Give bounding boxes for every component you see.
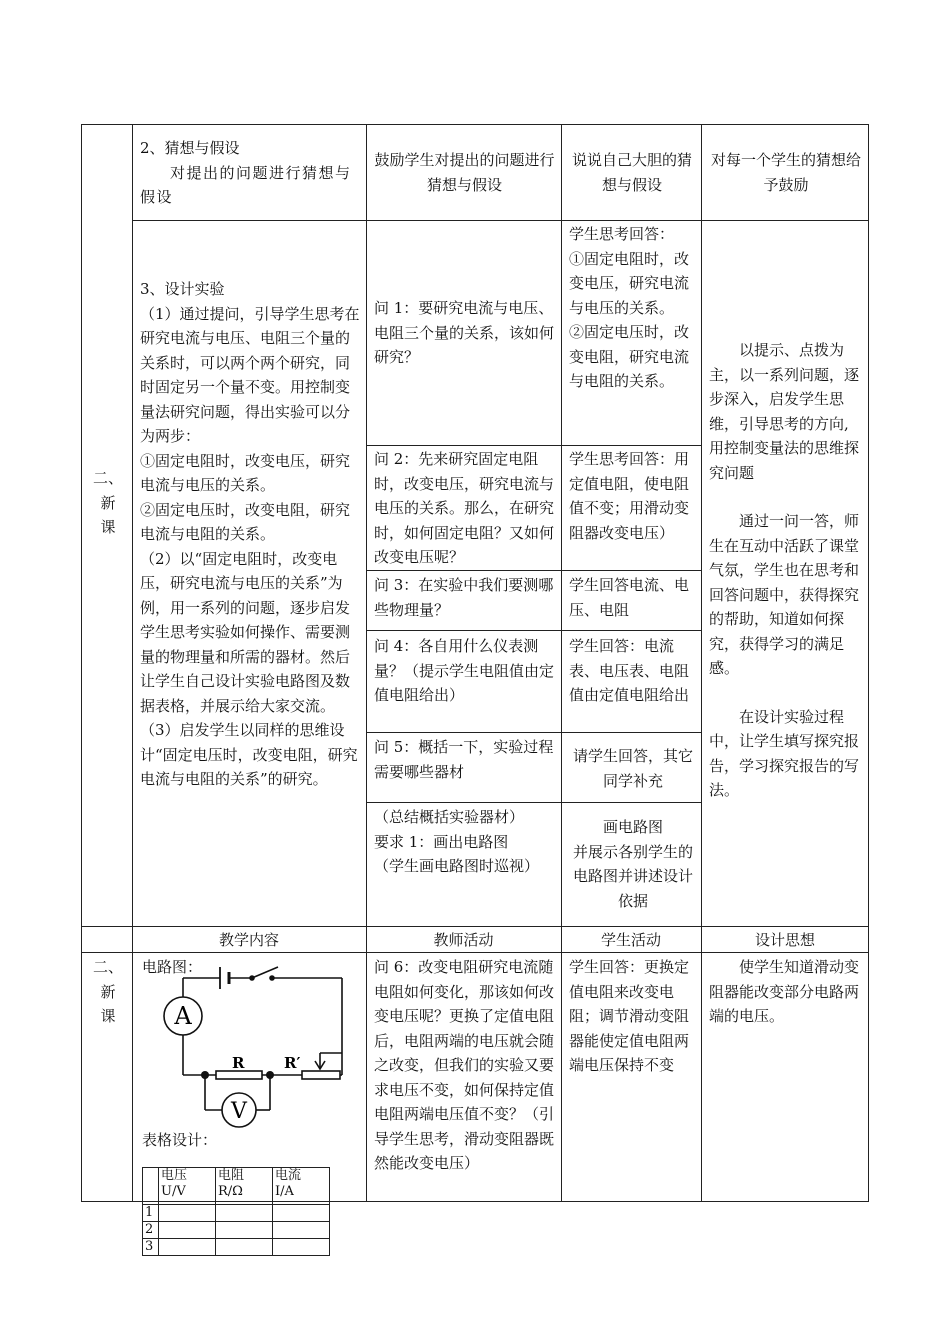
summary-line1: （总结概括实验器材）: [374, 808, 525, 826]
resistor-body: [216, 1071, 262, 1079]
qa-divider-5: [366, 802, 701, 803]
q4-student: [569, 634, 697, 708]
q1-student-line1: 学生思考回答：: [569, 225, 675, 243]
q6-teacher-text: 问 6：改变电阻研究电流随电阻如何变化，那该如何改变电压呢？更换了定值电阻后，电阻两端的电压就会随之改变，但我们的实验又要求电压不变，如何保持定值电阻两端电压值不变？（引导学生思考，滑动变阻器既然能改变电压）: [374, 958, 555, 1172]
summary-line3: （学生画电路图时巡视）: [374, 857, 540, 875]
q3-teacher: [374, 573, 556, 622]
section-label-line2: 新: [100, 493, 116, 512]
table-design-label: 表格设计：: [142, 1131, 218, 1149]
table-row: 2: [143, 1222, 330, 1239]
q5-teacher: [374, 735, 556, 784]
qa-divider-4: [366, 732, 701, 733]
row3-section-line2: 新: [100, 982, 116, 1001]
q1-student: [569, 222, 697, 394]
content-paragraph-1: （1）通过提问，引导学生思考在研究电流与电压、电阻三个量的关系时，可以两个两个研究，同时固定另一个量不变。用控制变量法研究问题，得出实验可以分为两步：: [140, 304, 360, 445]
summary-line2: 要求 1：画出电路图: [374, 832, 509, 851]
table-row: 3: [143, 1239, 330, 1256]
design-paragraph-1: 以提示、点拨为主，以一系列问题，逐步深入，启发学生思维，引导思考的方向,用控制变量法的思维探究问题: [709, 341, 860, 482]
col-divider-teacher: [561, 124, 562, 1202]
q1-student-line3: ②固定电压时，改变电阻，研究电流与电阻的关系。: [569, 323, 690, 390]
junction-right: [266, 1071, 274, 1079]
row3-teacher: [374, 955, 557, 1176]
row3-section: [86, 955, 130, 1029]
q1-teacher: [374, 296, 556, 370]
content-paragraph-3: （3）启发学生以同样的思维设计“固定电压时，改变电阻，研究电流与电阻的关系”的研究。: [140, 721, 358, 788]
design-paragraph-2: 通过一问一答，师生在互动中活跃了课堂气氛，学生也在思考和回答问题中，获得探究的帮助，知道如何探究，获得学习的满足感。: [709, 512, 860, 677]
section-label-line3: 课: [100, 518, 116, 536]
q5-teacher-text: 问 5：概括一下，实验过程需要哪些器材: [374, 738, 554, 781]
qa-divider-2: [366, 570, 701, 571]
table-row: 1: [143, 1205, 330, 1222]
row1-content-body: 对提出的问题进行猜想与假设: [140, 163, 352, 206]
q6-student-text: 学生回答：更换定值电阻来改变电阻；调节滑动变阻器能使定值电阻两端电压保持不变: [569, 958, 690, 1074]
row2-section: [86, 466, 130, 540]
summary-teacher: [374, 805, 556, 879]
rheostat-body: [302, 1071, 340, 1079]
header-student: 学生活动: [600, 931, 661, 949]
header-teacher: 教师活动: [433, 931, 494, 949]
q4-teacher-text: 问 4：各自用什么仪表测量？（提示学生电阻值由定值电阻给出）: [374, 637, 555, 704]
header-design: 设计思想: [754, 931, 815, 949]
content-paragraph-2: （2）以“固定电阻时，改变电压，研究电流与电压的关系”为例，用一系列的问题，逐步启发学生思考实验如何操作、需要测量的物理量和所需的器材。然后让学生自己设计实验电路图及数据表格，并展示给大家交流。: [140, 549, 351, 715]
q2-teacher: [374, 447, 556, 570]
q1-teacher-text: 问 1：要研究电流与电压、电阻三个量的关系，该如何研究？: [374, 299, 555, 366]
header-current: 电流 I/A: [273, 1168, 330, 1205]
summary-student: [569, 815, 697, 913]
voltmeter-label: V: [231, 1099, 247, 1124]
circuit-diagram: [150, 955, 360, 1135]
header-resistance: 电阻 R/Ω: [216, 1168, 273, 1205]
data-table: [142, 1167, 330, 1256]
header-voltage: 电压 U/V: [159, 1168, 216, 1205]
qa-divider-1: [366, 445, 701, 446]
row1-design: [709, 148, 863, 197]
design-experiment-title: 3、设计实验: [140, 280, 225, 298]
row3-section-line1: 二、: [92, 958, 123, 976]
content-step-2: ②固定电压时，改变电阻，研究电流与电阻的关系。: [140, 500, 351, 543]
q2-student-text: 学生思考回答：用定值电阻，使电阻值不变；用滑动变阻器改变电压）: [569, 450, 690, 542]
section-label-line1: 二、: [92, 469, 123, 487]
row1-content: [140, 136, 362, 210]
summary-student-line2: 并展示各别学生的电路图并讲述设计依据: [572, 842, 693, 910]
qa-divider-3: [366, 630, 701, 631]
q1-student-line2: ①固定电阻时，改变电压，研究电流与电压的关系。: [569, 249, 690, 317]
row1-teacher: [374, 148, 555, 197]
row3-design: [709, 955, 863, 1029]
ammeter-label: A: [174, 1002, 192, 1030]
row3-section-line3: 课: [100, 1007, 116, 1025]
row1-student-text: 说说自己大胆的猜想与假设: [571, 151, 692, 194]
junction-left: [201, 1071, 209, 1079]
col-divider-section: [132, 124, 133, 1202]
row2-content: [140, 277, 362, 792]
row1-teacher-text: 鼓励学生对提出的问题进行猜想与假设: [374, 151, 555, 194]
q4-teacher: [374, 634, 556, 708]
row1-design-text: 对每一个学生的猜想给予鼓励: [710, 151, 861, 194]
header-content: 教学内容: [218, 931, 279, 949]
row3-design-text: 使学生知道滑动变阻器能改变部分电路两端的电压。: [709, 958, 860, 1025]
circuit-label: 电路图：: [142, 958, 203, 976]
design-paragraph-3: 在设计实验过程中，让学生填写探究报告，学习探究报告的写法。: [709, 707, 860, 799]
row-divider-header-top: [81, 926, 869, 927]
row1-student: [569, 148, 695, 197]
q5-student: [569, 744, 697, 793]
row2-design: [709, 338, 863, 803]
resistor-label: R: [232, 1054, 245, 1072]
table-header-row: [143, 1168, 330, 1205]
summary-student-line1: 画电路图: [602, 818, 663, 836]
q3-teacher-text: 问 3：在实验中我们要测哪些物理量？: [374, 576, 554, 619]
q5-student-text: 请学生回答，其它同学补充: [572, 747, 693, 790]
q4-student-text: 学生回答：电流表、电压表、电阻值由定值电阻给出: [569, 637, 690, 704]
q3-student-text: 学生回答电流、电压、电阻: [569, 576, 690, 619]
col-divider-student: [701, 124, 702, 1202]
row1-content-title: 2、猜想与假设: [140, 139, 240, 157]
row3-student: [569, 955, 697, 1078]
q3-student: [569, 573, 697, 622]
q2-student: [569, 447, 697, 545]
rheostat-label: R′: [284, 1054, 301, 1072]
q2-teacher-text: 问 2：先来研究固定电阻时，改变电压，研究电流与电压的关系。那么，在研究时，如何固定电阻？又如何改变电压呢？: [374, 450, 555, 566]
content-step-1: ①固定电阻时，改变电压，研究电流与电压的关系。: [140, 451, 351, 494]
col-divider-content: [366, 124, 367, 1202]
row-divider-1: [132, 220, 869, 221]
